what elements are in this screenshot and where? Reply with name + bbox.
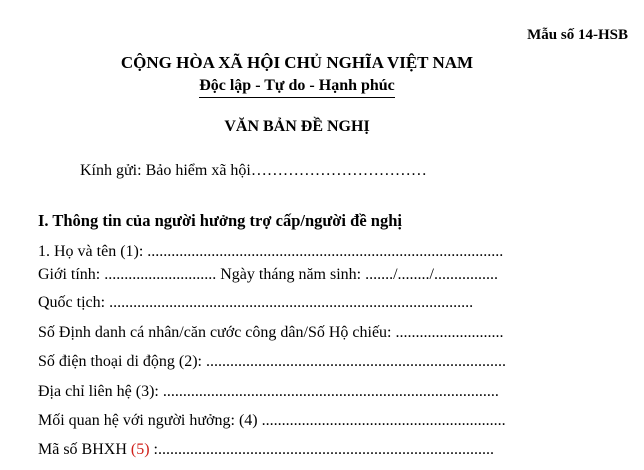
address-field: Địa chỉ liên hệ (3): .................................................................................... [38,383,499,400]
relationship-field: Mối quan hệ với người hưởng: (4) ............................................................. [38,412,506,429]
form-code: Mẫu số 14-HSB [527,27,628,43]
nationality-field: Quốc tịch: ........................................................................................... [38,294,474,311]
document-title: VĂN BẢN ĐỀ NGHỊ [224,118,370,135]
social-insurance-label: Mã số BHXH [38,441,131,458]
nation-header: CỘNG HÒA XÃ HỘI CHỦ NGHĨA VIỆT NAM [120,53,474,72]
id-number-field: Số Định danh cá nhân/căn cước công dân/Số Hộ chiếu: ........................... [38,324,504,341]
social-insurance-field [38,441,494,459]
section-1-heading: I. Thông tin của người hưởng trợ cấp/người đề nghị [38,211,402,230]
recipient-line: Kính gửi: Bảo hiểm xã hội…………………………… [80,162,427,179]
social-insurance-dots: :.................................................................................... [149,441,494,458]
motto-wrapper [0,77,644,98]
full-name-field: 1. Họ và tên (1): ......................................................................................... [38,243,504,260]
gender-dob-field: Giới tính: ............................ Ngày tháng năm sinh: ......./......../................ [38,266,498,283]
national-motto: Độc lập - Tự do - Hạnh phúc [199,77,395,98]
social-insurance-note: (5) [130,441,150,458]
phone-field: Số điện thoại di động (2): ........................................................................... [38,353,506,370]
